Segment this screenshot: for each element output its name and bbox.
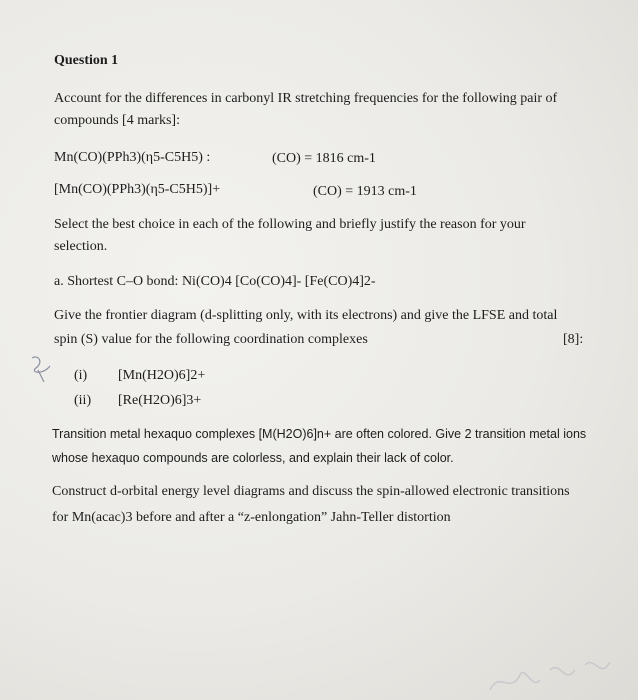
item-i-label: (i) (74, 368, 88, 383)
handwritten-corner-scribble (470, 640, 638, 700)
question-title: Question 1 (54, 53, 119, 68)
select-line-2: selection. (54, 239, 108, 254)
frontier-line-1: Give the frontier diagram (d-splitting only, with its electrons) and give the LFSE and total (54, 308, 558, 323)
item-ii-complex: [Re(H2O)6]3+ (118, 393, 202, 408)
frequency-2: (CO) = 1913 cm-1 (313, 184, 417, 199)
intro-line-2: compounds [4 marks]: (54, 113, 180, 128)
construct-line-1: Construct d-orbital energy level diagrams and discuss the spin-allowed electronic transitions (52, 484, 570, 499)
construct-line-2: for Mn(acac)3 before and after a “z-enlongation” Jahn-Teller distortion (52, 510, 451, 525)
marks-label: [8]: (563, 332, 584, 347)
frequency-1: (CO) = 1816 cm-1 (272, 151, 376, 166)
frontier-line-2: spin (S) value for the following coordination complexes (54, 332, 368, 347)
intro-line-1: Account for the differences in carbonyl IR stretching frequencies for the following pair of (54, 91, 558, 106)
part-a: a. Shortest C–O bond: Ni(CO)4 [Co(CO)4]- [Fe(CO)4]2- (54, 274, 376, 289)
select-line-1: Select the best choice in each of the following and briefly justify the reason for your (54, 217, 526, 232)
compound-1: Mn(CO)(PPh3)(η5-C5H5) : (54, 150, 211, 165)
hexaquo-line-2: whose hexaquo compounds are colorless, and explain their lack of color. (52, 451, 454, 465)
compound-2: [Mn(CO)(PPh3)(η5-C5H5)]+ (54, 182, 221, 197)
item-i-complex: [Mn(H2O)6]2+ (118, 368, 206, 383)
item-ii-label: (ii) (74, 393, 92, 408)
hexaquo-line-1: Transition metal hexaquo complexes [M(H2O)6]n+ are often colored. Give 2 transition metal ions (52, 427, 587, 441)
handwritten-margin-mark (28, 352, 58, 386)
